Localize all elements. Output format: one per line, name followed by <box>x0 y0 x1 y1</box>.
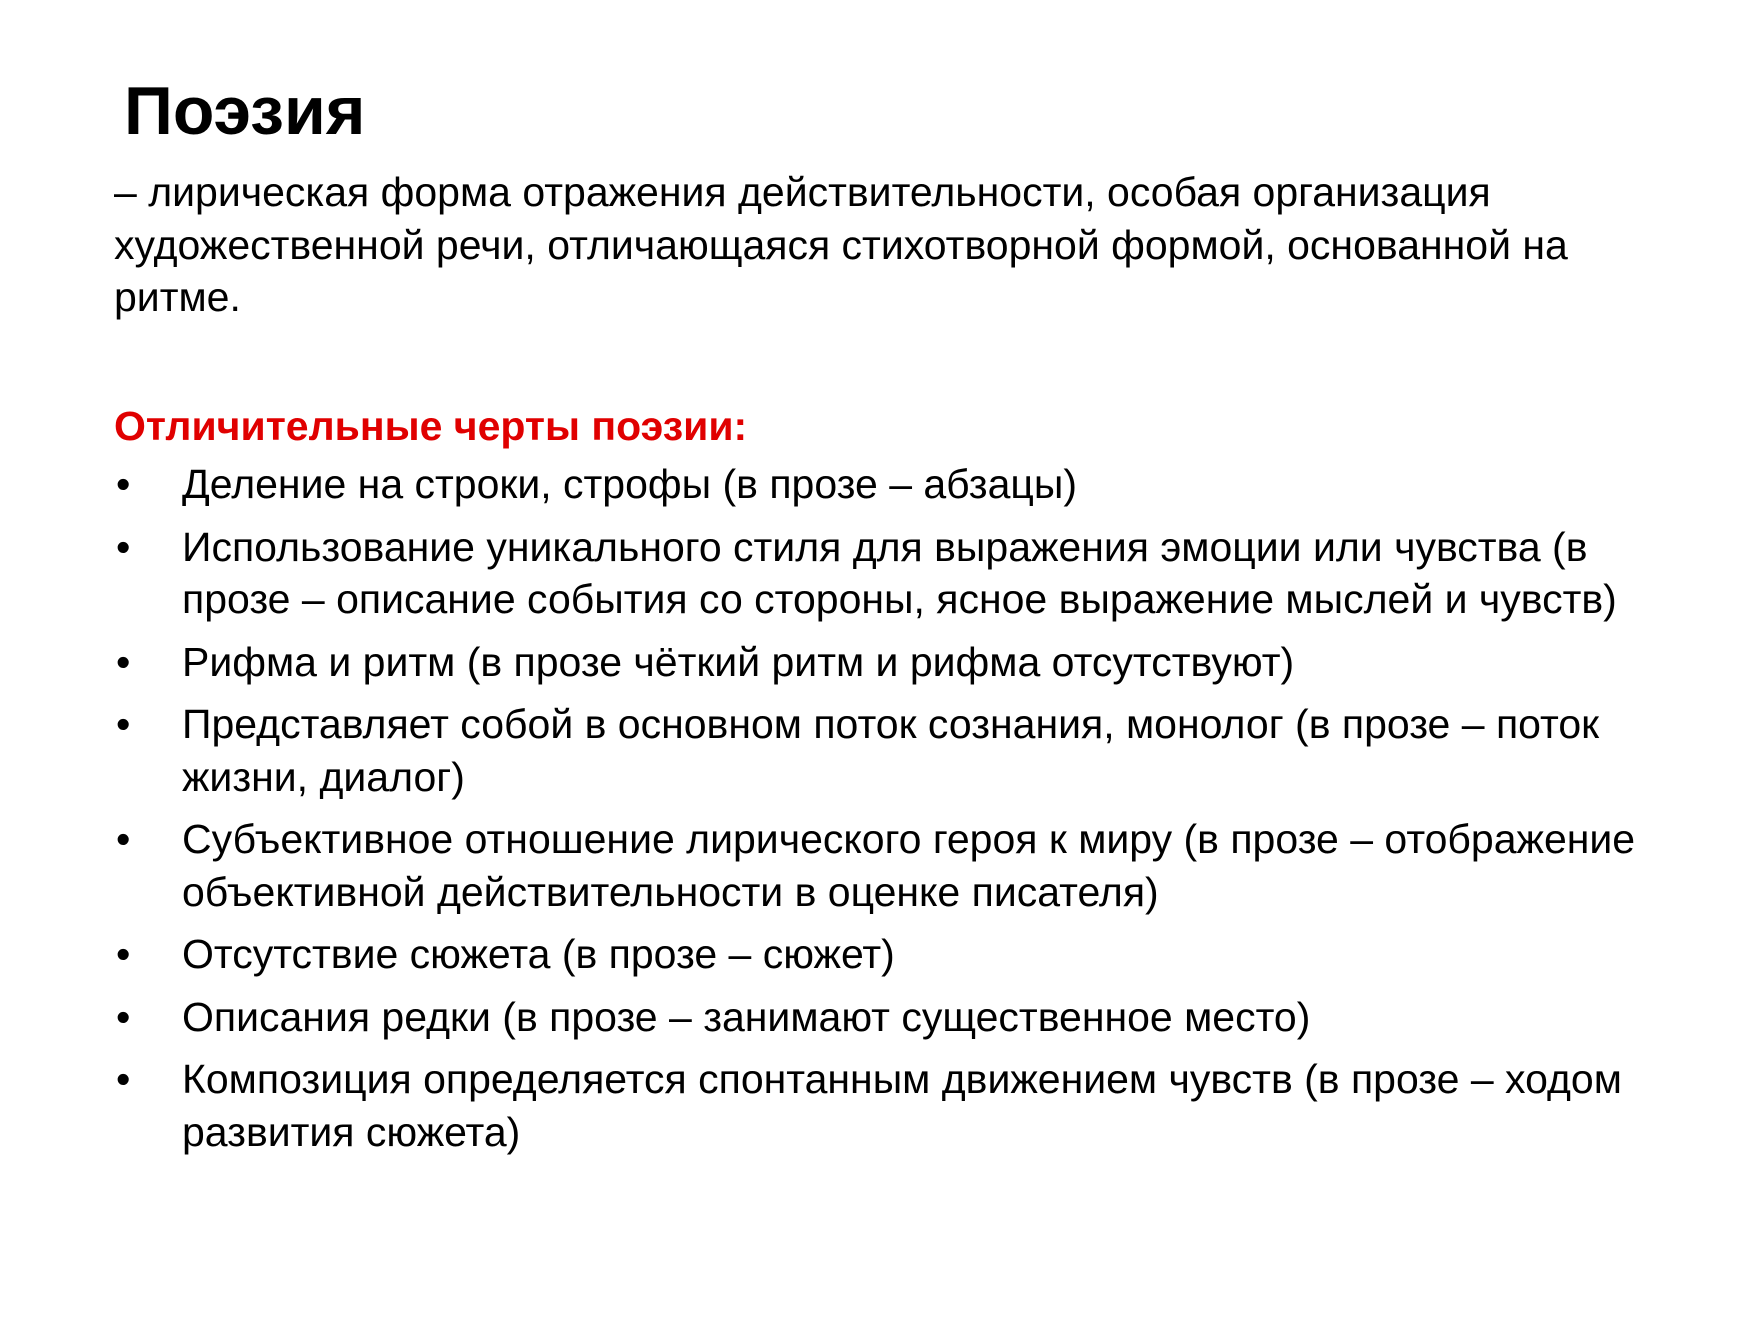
feature-item <box>114 991 1674 1044</box>
feature-item <box>114 698 1674 803</box>
feature-list <box>114 458 1674 1158</box>
feature-item <box>114 928 1674 981</box>
bullet-icon: • <box>116 816 131 862</box>
definition-text: – лирическая форма отражения действительности, особая организация художественной речи, отличающаяся стихотворной формой, основанной на ритме. <box>114 169 1568 320</box>
feature-item <box>114 636 1674 689</box>
feature-text: Использование уникального стиля для выражения эмоции или чувства (в прозе – описание события со стороны, ясное выражение мыслей и чувств) <box>182 523 1617 622</box>
bullet-icon: • <box>116 931 131 977</box>
feature-text: Рифма и ритм (в прозе чёткий ритм и рифма отсутствуют) <box>182 638 1295 685</box>
feature-text: Представляет собой в основном поток сознания, монолог (в прозе – поток жизни, диалог) <box>182 701 1600 800</box>
feature-item <box>114 1053 1674 1158</box>
feature-text: Отсутствие сюжета (в прозе – сюжет) <box>182 931 895 977</box>
feature-text: Субъективное отношение лирического героя к миру (в прозе – отображение объективной действительности в оценке писателя) <box>182 816 1636 915</box>
bullet-icon: • <box>116 701 131 747</box>
feature-text: Композиция определяется спонтанным движением чувств (в прозе – ходом развития сюжета) <box>182 1056 1622 1155</box>
bullet-icon: • <box>116 523 131 570</box>
bullet-icon: • <box>116 993 131 1040</box>
feature-item <box>114 458 1674 511</box>
feature-item <box>114 813 1674 918</box>
slide-title: Поэзия <box>124 73 366 149</box>
features-heading: Отличительные черты поэзии: <box>114 403 748 449</box>
feature-text: Деление на строки, строфы (в прозе – абзацы) <box>182 461 1077 507</box>
bullet-icon: • <box>116 1056 131 1102</box>
feature-item <box>114 521 1674 626</box>
features-section <box>114 400 1674 1168</box>
bullet-icon: • <box>116 638 131 685</box>
bullet-icon: • <box>116 461 131 507</box>
feature-text: Описания редки (в прозе – занимают существенное место) <box>182 993 1311 1040</box>
